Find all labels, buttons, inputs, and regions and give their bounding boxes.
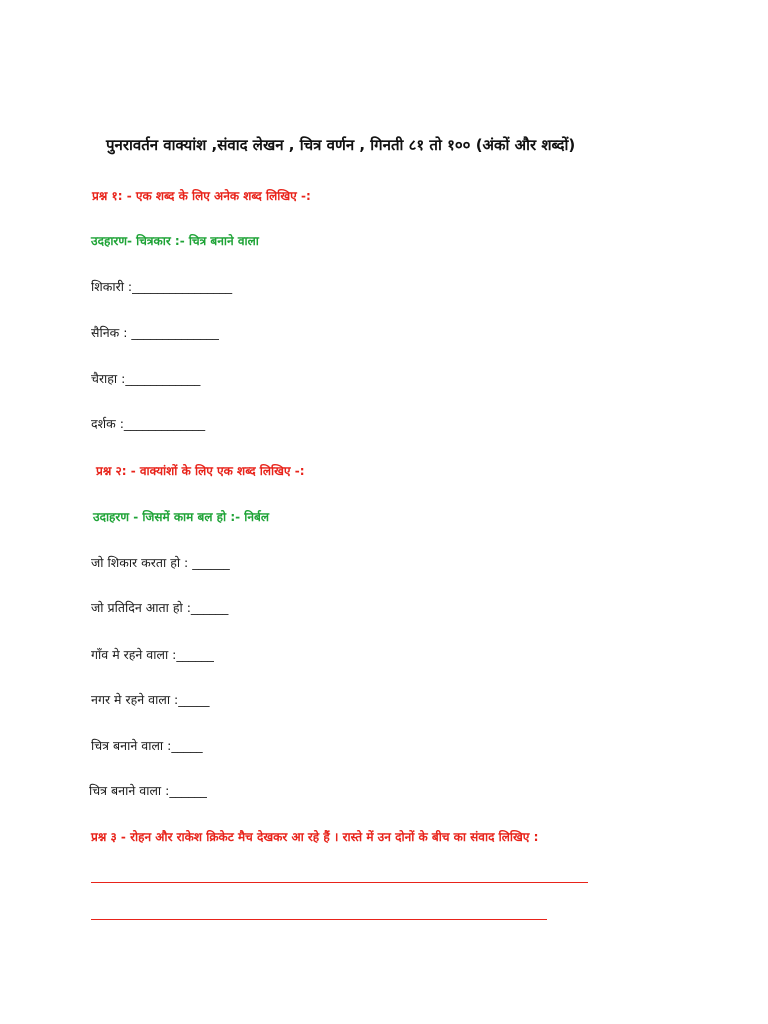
exercise-item: गाँव मे रहने वाला :______ (91, 647, 214, 662)
answer-line (91, 882, 588, 883)
answer-line (91, 919, 547, 920)
question-1: प्रश्न १: - एक शब्द के लिए अनेक शब्द लिखिए -: (92, 189, 311, 203)
exercise-item: दर्शक :_____________ (91, 416, 206, 431)
example-2: उदाहरण - जिसमें काम बल हो :- निर्बल (93, 510, 270, 524)
exercise-item: शिकारी :________________ (91, 279, 233, 294)
exercise-item: चित्र बनाने वाला :______ (89, 783, 207, 798)
example-1: उदहारण- चित्रकार :- चित्र बनाने वाला (91, 234, 259, 248)
exercise-item: सैनिक : ______________ (91, 325, 219, 340)
question-2: प्रश्न २: - वाक्यांशों के लिए एक शब्द लिखिए -: (96, 464, 305, 478)
question-3: प्रश्न ३ - रोहन और राकेश क्रिकेट मैच देखकर आ रहे हैं । रास्ते में उन दोनों के बीच का संवाद लिखिए : (91, 830, 539, 844)
exercise-item: नगर मे रहने वाला :_____ (91, 692, 210, 707)
exercise-item: चैराहा :____________ (91, 371, 201, 386)
exercise-item: जो प्रतिदिन आता हो :______ (91, 600, 229, 615)
exercise-item: चित्र बनाने वाला :_____ (91, 738, 203, 753)
worksheet-title: पुनरावर्तन वाक्यांश ,संवाद लेखन , चित्र वर्णन , गिनती ८१ तो १०० (अंकों और शब्दों) (106, 136, 576, 154)
exercise-item: जो शिकार करता हो : ______ (91, 555, 230, 570)
